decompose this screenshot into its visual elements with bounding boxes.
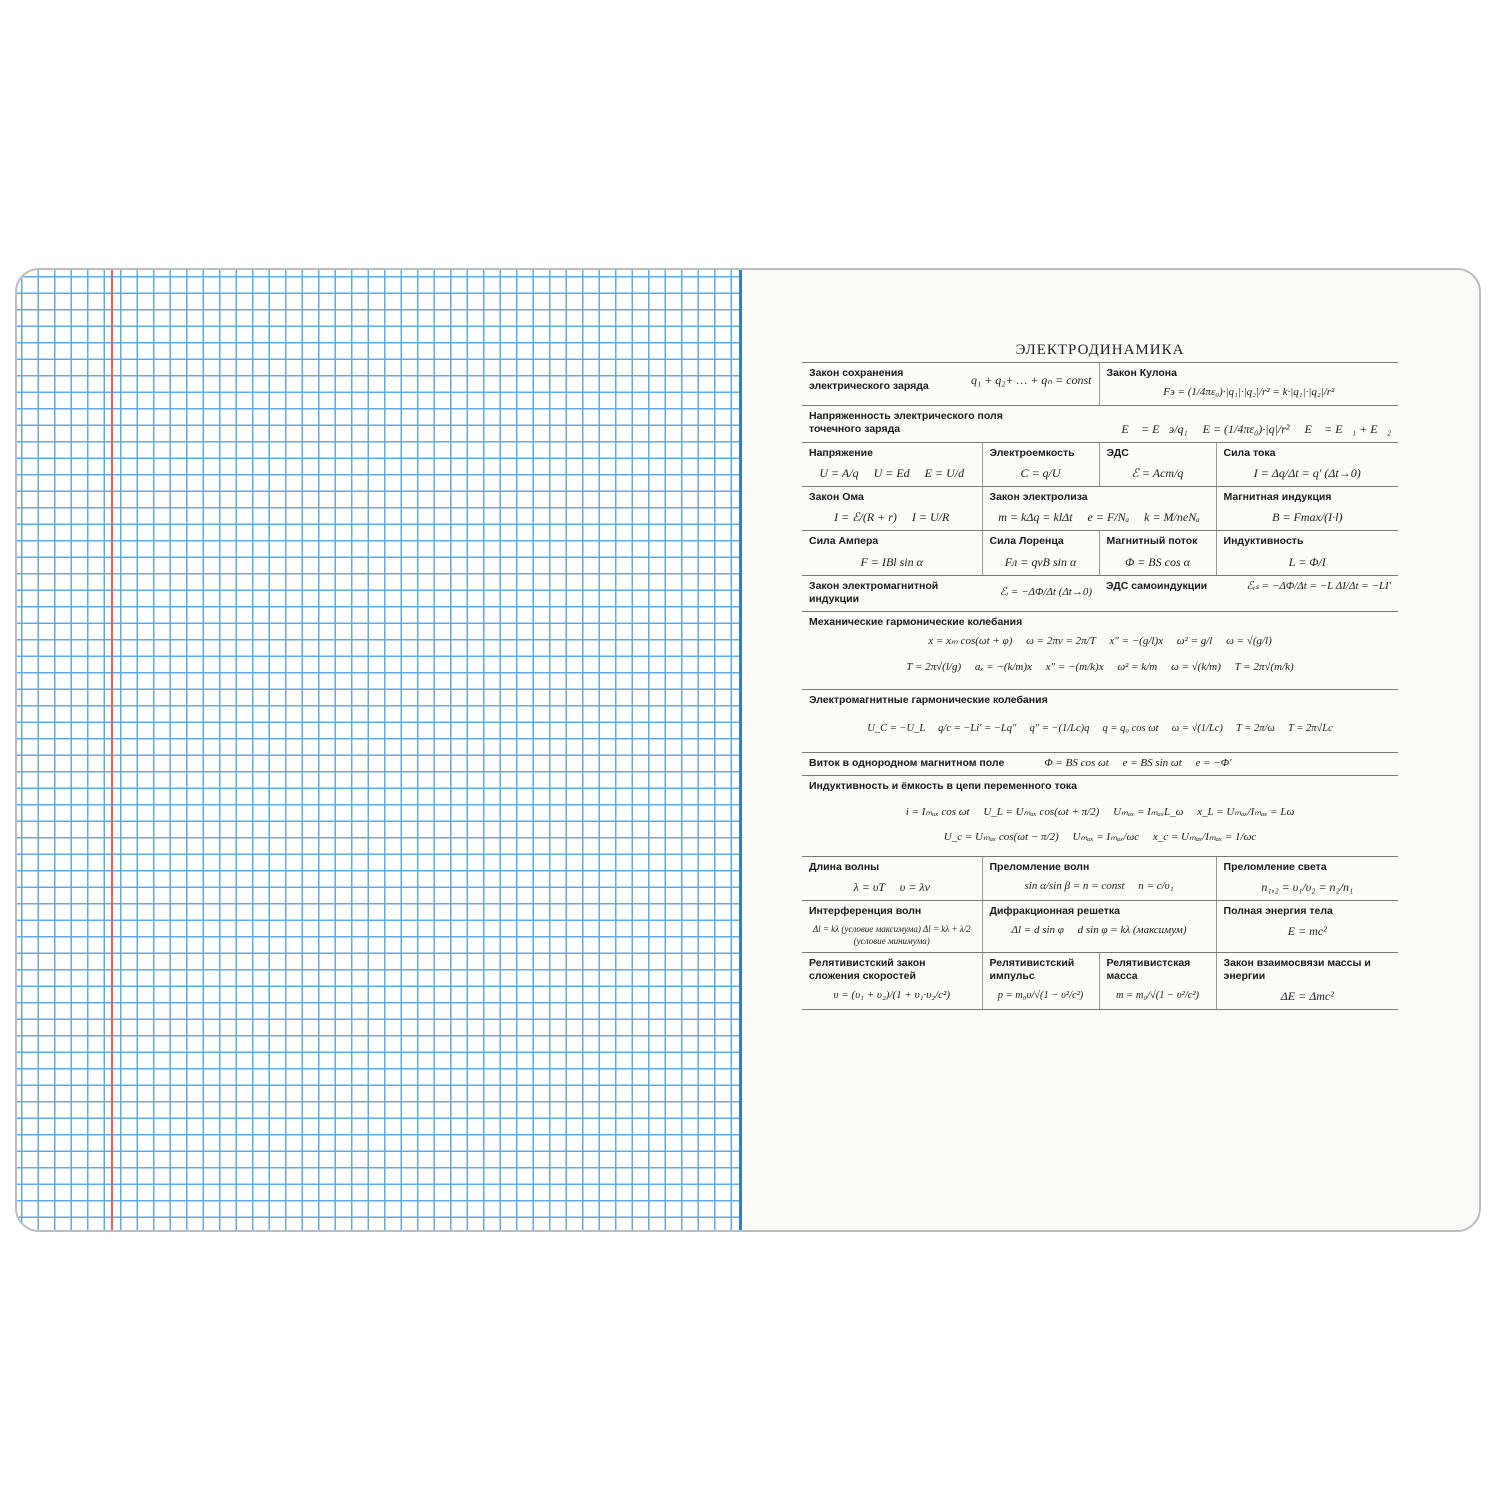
table-row [802,363,1398,406]
cell-lorentz [982,531,1099,575]
cell-interference [802,901,982,953]
cell-formula: q₁ + q₂+ … + qₙ = const [971,372,1092,387]
cell-label: Преломление света [1223,861,1327,873]
cell-label: Релятивистский закон сложения скоростей [809,956,926,982]
cell-label: Закон Ома [809,491,864,504]
cell-coil [802,752,1398,776]
cell-formula: U = A/q U = Ed E = U/d [819,466,965,481]
cell-field-strength [802,405,1398,442]
cell-label: Магнитная индукция [1223,491,1332,504]
cell-formula: L = Φ/I [1288,554,1326,569]
cell-label: Релятивистская масса [1106,956,1191,982]
cell-capacitance [982,443,1099,487]
cell-label: ЭДС [1106,447,1129,460]
cell-grating [982,901,1216,953]
margin-line [111,270,113,1230]
cell-formula: Δl = kλ (условие максимума) Δl = kλ + λ/2 (условие минимума) [812,924,971,946]
cell-ampere [802,531,982,575]
cell-label: Релятивистский импульс [989,956,1075,982]
cell-formula: λ = υT υ = λν [853,880,930,895]
cell-flux [1099,531,1216,575]
cell-formula: Φ = BS cos α [1125,554,1190,569]
cell-label: Сила Лоренца [989,535,1064,548]
cell-label: Закон взаимосвязи массы и энергии [1223,956,1371,982]
cell-formula: I = ℰ/(R + r) I = U/R [834,510,950,525]
cell-ohm [802,487,982,531]
table-row [802,690,1398,752]
table-row [802,405,1398,442]
cell-electrolysis [982,487,1216,531]
cell-label: ЭДС самоиндукции [1106,579,1208,592]
cell-formula: Fэ = (1/4πε₀)·|q₁|·|q₂|/r² = k·|q₁|·|q₂|/r² [1163,386,1335,399]
cell-wavelength [802,857,982,901]
cell-label: Закон Кулона [1106,367,1177,379]
cell-formula-line: T = 2π√(l/g) aₓ = −(k/m)x x″ = −(m/k)x ω² = k/m ω = √(k/m) T = 2π√(m/k) [906,660,1294,673]
cell-formula: I = Δq/Δt = q′ (Δt→0) [1253,466,1361,481]
cell-label: Напряжение [809,447,873,460]
cell-light-refraction [1216,857,1398,901]
cell-mech-osc [802,611,1398,690]
table-row [802,531,1398,575]
grid-page [17,270,741,1230]
cell-total-energy [1216,901,1398,953]
cell-formula: Δl = d sin φ d sin φ = kλ (максимум) [1011,924,1187,937]
cell-ac [802,776,1398,857]
cell-label: Преломление волн [989,861,1090,873]
cell-formula: Fл = qvB sin α [1004,554,1077,569]
cell-formula: Φ = BS cos ωt e = BS sin ωt e = −Φ′ [1044,756,1232,769]
cell-inductance [1216,531,1398,575]
cell-label: Интерференция волн [809,905,922,918]
cell-self-induction [1099,575,1398,611]
table-row [802,857,1398,901]
cell-label: Индуктивность и ёмкость в цепи переменного тока [809,780,1077,793]
cell-label: Виток в однородном магнитном поле [809,756,1005,769]
cell-current [1216,443,1398,487]
cell-label: Магнитный поток [1106,535,1198,548]
table-row [802,776,1398,857]
cell-formula: υ = (υ₁ + υ₂)/(1 + υ₁·υ₂/c²) [833,989,950,1001]
cell-formula: sin α/sin β = n = const n = c/υ₁ [1024,880,1174,893]
cell-label: Дифракционная решетка [989,905,1120,918]
cell-formula: C = q/U [1020,466,1061,481]
cell-label: Закон сохранения электрического заряда [809,367,929,393]
cell-formula: m = kΔq = klΔt e = F/Nₐ k = M/neNₐ [998,510,1200,525]
cell-label: Полная энергия тела [1223,905,1333,918]
cell-formula: ℰᵢₛ = −ΔΦ/Δt = −L ΔI/Δt = −LI′ [1246,579,1392,592]
table-row [802,901,1398,953]
cell-label: Сила Ампера [809,535,879,548]
cell-mass-energy [1216,952,1398,1009]
cell-formula: E⃗ = E⃗э/q₁ E = (1/4πε₀)·|q|/r² E⃗ = E⃗₁ + E⃗₂ [1121,422,1392,437]
cell-label: Закон электролиза [989,491,1088,504]
table-row [802,575,1398,611]
cell-induction [1216,487,1398,531]
cell-coulomb [1099,363,1398,406]
cell-formula: E = mc² [1287,924,1327,939]
cell-formula: ℰ = Aст/q [1131,466,1184,481]
cell-formula-line: U_c = Uₘₐₓ cos(ωt − π/2) Uₘₐₓ = Iₘₐₓ/ωc x_c = Uₘₐₓ/Iₘₐₓ = 1/ωc [943,831,1257,844]
cell-rel-momentum [982,952,1099,1009]
cell-em-induction [802,575,1099,611]
table-row [802,952,1398,1009]
cell-formula-line: x = xₘ cos(ωt + φ) ω = 2πν = 2π/T x″ = −(g/l)x ω² = g/l ω = √(g/l) [928,634,1272,647]
cell-em-osc [802,690,1398,752]
cell-label: Индуктивность [1223,535,1304,548]
cell-charge-conservation [802,363,1099,406]
cell-formula: B = Fmax/(I·l) [1272,510,1343,525]
table-row [802,752,1398,776]
cell-rel-velocity [802,952,982,1009]
formula-table [802,362,1398,1010]
cell-emf [1099,443,1216,487]
cell-label: Электроемкость [989,447,1075,460]
sheet-title: ЭЛЕКТРОДИНАМИКА [1015,342,1185,358]
cell-rel-mass [1099,952,1216,1009]
cell-voltage [802,443,982,487]
table-row [802,487,1398,531]
cell-label: Закон электромагнитной индукции [809,579,939,605]
cell-label: Электромагнитные гармонические колебания [809,694,1048,707]
cell-formula-line: i = Iₘₐₓ cos ωt U_L = Uₘₐₓ cos(ωt + π/2) Uₘₐₓ = IₘₐₓL_ω x_L = Uₘₐₓ/Iₘₐₓ = Lω [905,805,1295,818]
cell-formula: m = m₀/√(1 − υ²/c²) [1115,990,1200,1001]
cell-label: Сила тока [1223,447,1276,460]
table-row [802,443,1398,487]
cell-wave-refraction [982,857,1216,901]
cell-formula: ΔE = Δmc² [1280,989,1334,1003]
table-row [802,611,1398,690]
cell-formula: F = IBl sin α [860,554,923,569]
cell-formula-line: U_C = −U_L q/c = −Li′ = −Lq″ q″ = −(1/Lc)q q = q₀ cos ωt ω = √(1/Lc) T = 2π/ω T = 2π√Lc [867,722,1333,734]
cell-label: Механические гармонические колебания [809,615,1023,628]
cell-formula: ℰᵢ = −ΔΦ/Δt (Δt→0) [999,585,1093,598]
cell-label: Напряженность электрического поля точечного заряда [809,409,1003,435]
cell-formula: p = m₀υ/√(1 − υ²/c²) [997,990,1084,1001]
cell-formula: n₁,₂ = υ₁/υ₂ = n₂/n₁ [1261,880,1354,895]
cell-label: Длина волны [809,861,880,873]
